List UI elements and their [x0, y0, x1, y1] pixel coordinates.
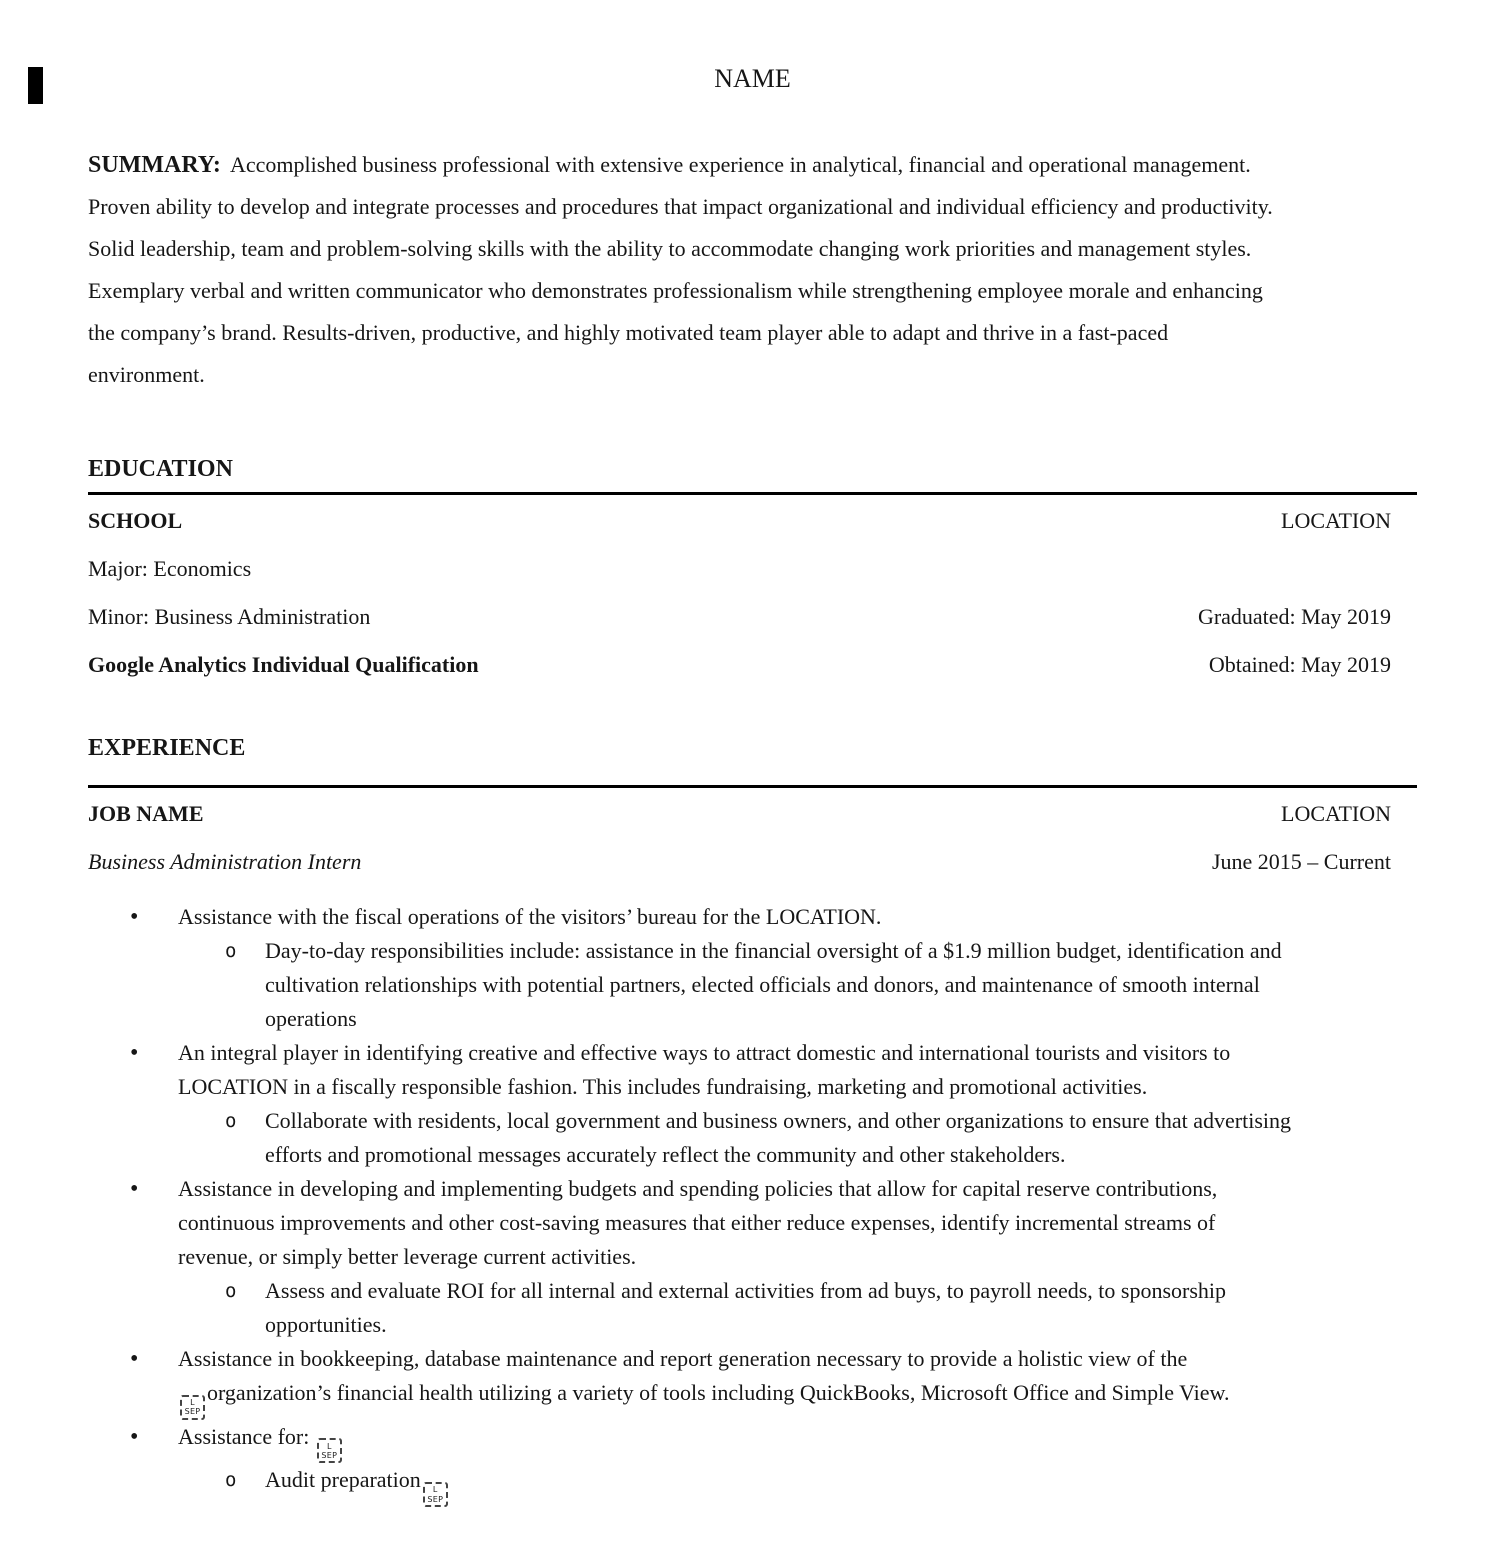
bullet-line-text: organization’s financial health utilizing a variety of tools including QuickBooks, Microsoft Office and Simple View. [207, 1380, 1230, 1405]
sub-bullet-line: cultivation relationships with potential partners, elected officials and donors, and maintenance of smooth internal [265, 972, 1260, 997]
job-header-rows [88, 790, 1417, 886]
bullet-item [88, 1342, 1417, 1420]
bullet-item [88, 900, 1417, 934]
graduated-date: Graduated: May 2019 [1197, 604, 1391, 629]
experience-section-heading: EXPERIENCE [88, 731, 1417, 788]
education-row [88, 641, 1417, 689]
line-separator-glyph-box [317, 1438, 342, 1463]
school-location: LOCATION [1281, 508, 1391, 533]
sub-bullet-item [88, 1104, 1417, 1172]
certification-date: Obtained: May 2019 [1208, 652, 1391, 677]
black-cursor-artifact [28, 67, 43, 104]
job-title-row [88, 790, 1417, 838]
job-name: JOB NAME [88, 801, 204, 826]
name-title: NAME [714, 64, 791, 93]
lsep-top-label: L [190, 1398, 195, 1407]
minor-text: Minor: Business Administration [88, 604, 371, 629]
bullet-line: Assistance with the fiscal operations of the visitors’ bureau for the LOCATION. [178, 904, 882, 929]
sub-bullet-item [88, 934, 1417, 1036]
summary-line: Proven ability to develop and integrate processes and procedures that impact organizational and individual efficiency and productivity. [88, 194, 1273, 219]
education-row [88, 497, 1417, 545]
sub-bullet-line [265, 1463, 1417, 1507]
experience-bullets [88, 900, 1417, 1507]
summary-line: Exemplary verbal and written communicator who demonstrates professionalism while strengthening employee morale and enhancing [88, 278, 1263, 303]
resume-page [0, 62, 1500, 1507]
education-rows [88, 497, 1417, 689]
sub-bullet-line: operations [265, 1006, 357, 1031]
bullet-item [88, 1420, 1417, 1464]
education-row [88, 593, 1417, 641]
bullet-item [88, 1036, 1417, 1104]
sub-bullet-line: Day-to-day responsibilities include: assistance in the financial oversight of a $1.9 million budget, identification and [265, 938, 1282, 963]
bullet-line: An integral player in identifying creative and effective ways to attract domestic and international tourists and visitors to [178, 1040, 1231, 1065]
bullet-line: LOCATION in a fiscally responsible fashion. This includes fundraising, marketing and promotional activities. [178, 1074, 1148, 1099]
job-role-row [88, 838, 1417, 886]
lsep-bottom-label: SEP [184, 1407, 201, 1417]
summary-line: Solid leadership, team and problem-solving skills with the ability to accommodate changing work priorities and management styles. [88, 236, 1252, 261]
bullet-line: Assistance in developing and implementing budgets and spending policies that allow for capital reserve contributions, [178, 1176, 1218, 1201]
bullet-line-text: Assistance for: [178, 1423, 310, 1449]
summary-line [88, 144, 1417, 186]
bullet-line: revenue, or simply better leverage current activities. [178, 1244, 637, 1269]
job-location: LOCATION [1281, 801, 1391, 826]
bullet-line: continuous improvements and other cost-saving measures that either reduce expenses, identify incremental streams of [178, 1210, 1216, 1235]
sub-bullet-line-text: Audit preparation [265, 1467, 421, 1493]
education-row [88, 545, 1417, 593]
summary-line: environment. [88, 362, 205, 387]
bullet-dot-icon: • [130, 1423, 139, 1450]
job-dates: June 2015 – Current [1211, 849, 1391, 874]
lsep-top-label: L [432, 1485, 438, 1495]
sub-bullet-line: Assess and evaluate ROI for all internal and external activities from ad buys, to payroll needs, to sponsorship [265, 1278, 1227, 1303]
bullet-dot-icon: • [130, 1346, 139, 1372]
job-role: Business Administration Intern [88, 849, 362, 874]
sub-bullet-item [88, 1274, 1417, 1342]
lsep-bottom-label: SEP [321, 1450, 338, 1460]
circle-bullet-icon: o [225, 1280, 237, 1302]
bullet-dot-icon: • [130, 1040, 139, 1066]
sub-bullet-line: efforts and promotional messages accurately reflect the community and other stakeholders. [265, 1142, 1066, 1167]
line-separator-glyph-box [423, 1482, 448, 1507]
sub-bullet-line: opportunities. [265, 1312, 387, 1337]
certification-name: Google Analytics Individual Qualification [88, 652, 479, 677]
line-separator-glyph-box [180, 1395, 205, 1420]
bullet-line [178, 1376, 1417, 1420]
major-text: Major: Economics [88, 556, 252, 581]
summary-text: Accomplished business professional with extensive experience in analytical, financial and operational management. [229, 152, 1251, 177]
sub-bullet-line: Collaborate with residents, local government and business owners, and other organizations to ensure that advertising [265, 1108, 1292, 1133]
summary-line: the company’s brand. Results-driven, productive, and highly motivated team player able to adapt and thrive in a fast-paced [88, 320, 1169, 345]
bullet-dot-icon: • [130, 1176, 139, 1202]
lsep-bottom-label: SEP [427, 1494, 444, 1504]
sub-bullet-item [88, 1463, 1417, 1507]
lsep-top-label: L [326, 1441, 332, 1451]
bullet-dot-icon: • [130, 904, 139, 930]
school-name: SCHOOL [88, 508, 183, 533]
circle-bullet-icon: o [225, 1110, 237, 1132]
summary-section [88, 144, 1417, 396]
circle-bullet-icon: o [225, 1469, 237, 1492]
circle-bullet-icon: o [225, 940, 237, 962]
summary-heading: SUMMARY: [88, 152, 221, 178]
bullet-line [178, 1420, 1417, 1464]
bullet-item [88, 1172, 1417, 1274]
education-section-heading: EDUCATION [88, 452, 1417, 495]
bullet-line: Assistance in bookkeeping, database maintenance and report generation necessary to provide a holistic view of the [178, 1346, 1188, 1371]
